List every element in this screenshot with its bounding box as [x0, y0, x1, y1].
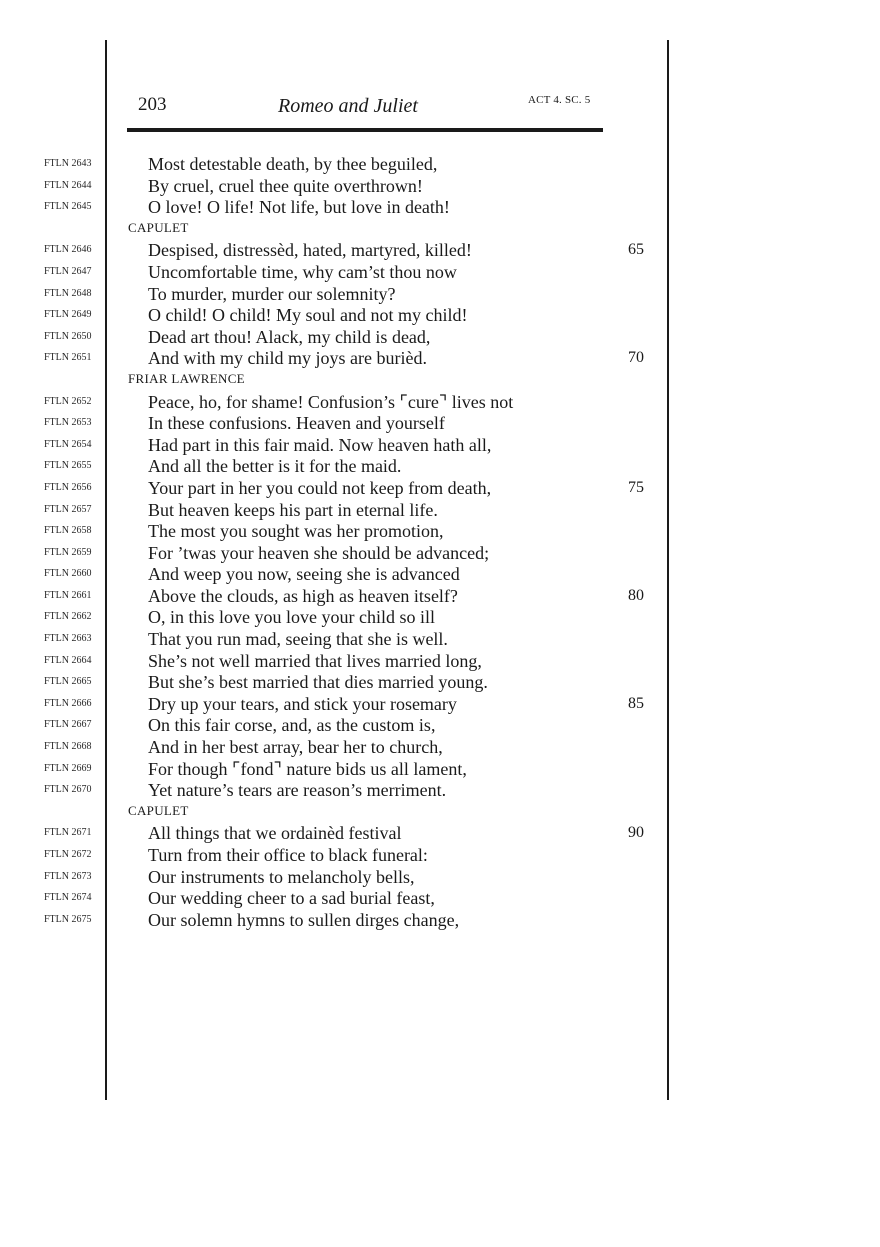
ftln-number: FTLN 2659: [44, 546, 92, 558]
verse-line: [0, 909, 880, 931]
ftln-number: FTLN 2647: [44, 265, 92, 277]
verse-text: Dead art thou! Alack, my child is dead,: [148, 326, 431, 347]
verse-line: [0, 520, 880, 542]
verse-line: [0, 239, 880, 261]
ftln-number: FTLN 2671: [44, 827, 92, 839]
ftln-number: FTLN 2643: [44, 158, 92, 169]
verse-text: Uncomfortable time, why cam’st thou now: [148, 261, 457, 282]
ftln-number: FTLN 2644: [44, 179, 92, 191]
verse-line: [0, 693, 880, 715]
verse-text: O, in this love you love your child so ill: [148, 607, 435, 628]
verse-text: That you run mad, seeing that she is well.: [148, 629, 448, 650]
verse-text: Peace, ho, for shame! Confusion’s ⌜cure⌝ lives not: [148, 391, 514, 412]
ftln-number: FTLN 2664: [44, 654, 92, 666]
line-number: 80: [628, 586, 644, 604]
verse-line: [0, 779, 880, 801]
verse-text: O love! O life! Not life, but love in death!: [148, 197, 450, 218]
verse-text: The most you sought was her promotion,: [148, 521, 444, 542]
verse-text: In these confusions. Heaven and yourself: [148, 413, 445, 434]
ftln-number: FTLN 2673: [44, 870, 92, 882]
line-number: 90: [628, 824, 644, 842]
verse-text: On this fair corse, and, as the custom is,: [148, 715, 436, 736]
ftln-number: FTLN 2667: [44, 719, 92, 731]
verse-line: [0, 758, 880, 780]
verse-line: [0, 542, 880, 564]
verse-line: [0, 434, 880, 456]
page-number: 203: [138, 94, 167, 115]
ftln-number: FTLN 2656: [44, 481, 92, 493]
verse-text: Turn from their office to black funeral:: [148, 845, 428, 865]
ftln-number: FTLN 2649: [44, 309, 92, 321]
verse-text: Dry up your tears, and stick your rosemary: [148, 693, 457, 714]
verse-line: [0, 304, 880, 326]
verse-text: But heaven keeps his part in eternal life.: [148, 499, 438, 520]
ftln-number: FTLN 2669: [44, 762, 92, 774]
verse-line: [0, 887, 880, 909]
ftln-number: FTLN 2660: [44, 568, 92, 580]
verse-line: [0, 585, 880, 607]
ftln-number: FTLN 2668: [44, 741, 92, 753]
verse-line: [0, 628, 880, 650]
ftln-number: FTLN 2658: [44, 525, 92, 537]
ftln-number: FTLN 2670: [44, 784, 92, 796]
verse-text: For though ⌜fond⌝ nature bids us all lament,: [148, 758, 467, 779]
ftln-number: FTLN 2651: [44, 352, 92, 364]
verse-text: Above the clouds, as high as heaven itself?: [148, 585, 458, 606]
verse-line: [0, 412, 880, 434]
verse-line: [0, 175, 880, 197]
verse-text: Our solemn hymns to sullen dirges change,: [148, 909, 460, 930]
header-rule: [127, 128, 603, 132]
verse-text: Yet nature’s tears are reason’s merriment.: [148, 780, 447, 801]
ftln-number: FTLN 2653: [44, 417, 92, 429]
ftln-number: FTLN 2672: [44, 849, 92, 860]
verse-line: [0, 261, 880, 283]
verse-text: And with my child my joys are burièd.: [148, 348, 427, 369]
speaker-row: [0, 218, 880, 240]
ftln-number: FTLN 2650: [44, 330, 92, 342]
speaker-name: FRIAR LAWRENCE: [128, 370, 245, 386]
verse-text: Despised, distressèd, hated, martyred, killed!: [148, 240, 472, 261]
ftln-number: FTLN 2666: [44, 697, 92, 709]
ftln-number: FTLN 2675: [44, 913, 92, 925]
verse-line: [0, 326, 880, 348]
verse-text: Most detestable death, by thee beguiled,: [148, 154, 438, 174]
verse-line: [0, 606, 880, 628]
line-number: 70: [628, 349, 644, 367]
verse-line: [0, 844, 880, 866]
verse-text: She’s not well married that lives married long,: [148, 650, 482, 671]
verse-text: To murder, murder our solemnity?: [148, 283, 396, 304]
ftln-number: FTLN 2645: [44, 201, 92, 213]
ftln-number: FTLN 2655: [44, 460, 92, 472]
ftln-number: FTLN 2657: [44, 503, 92, 515]
speaker-name: CAPULET: [128, 802, 189, 818]
ftln-number: FTLN 2663: [44, 633, 92, 645]
verse-text: Your part in her you could not keep from death,: [148, 477, 492, 498]
verse-line: [0, 283, 880, 305]
verse-line: [0, 736, 880, 758]
verse-line: [0, 477, 880, 499]
speaker-name: CAPULET: [128, 219, 189, 235]
play-text: [0, 153, 880, 930]
line-number: 85: [628, 694, 644, 712]
verse-line: [0, 714, 880, 736]
ftln-number: FTLN 2665: [44, 676, 92, 688]
speaker-row: [0, 369, 880, 391]
verse-text: And weep you now, seeing she is advanced: [148, 564, 460, 585]
ftln-number: FTLN 2652: [44, 395, 92, 407]
verse-line: [0, 347, 880, 369]
verse-text: And in her best array, bear her to church,: [148, 737, 443, 758]
act-scene-label: ACT 4. SC. 5: [528, 94, 591, 106]
ftln-number: FTLN 2648: [44, 287, 92, 299]
verse-text: All things that we ordainèd festival: [148, 823, 402, 844]
verse-line: [0, 671, 880, 693]
page-title: Romeo and Juliet: [278, 95, 418, 117]
verse-text: For ’twas your heaven she should be advanced;: [148, 542, 490, 563]
verse-line: [0, 499, 880, 521]
ftln-number: FTLN 2654: [44, 438, 92, 450]
ftln-number: FTLN 2674: [44, 892, 92, 904]
verse-line: [0, 153, 880, 175]
verse-text: But she’s best married that dies married young.: [148, 672, 488, 693]
ftln-number: FTLN 2661: [44, 589, 92, 601]
line-number: 75: [628, 478, 644, 496]
line-number: 65: [628, 241, 644, 259]
verse-line: [0, 650, 880, 672]
verse-line: [0, 866, 880, 888]
verse-line: [0, 455, 880, 477]
verse-line: [0, 391, 880, 413]
verse-line: [0, 563, 880, 585]
ftln-number: FTLN 2646: [44, 244, 92, 256]
verse-text: O child! O child! My soul and not my child!: [148, 305, 468, 326]
verse-line: [0, 196, 880, 218]
verse-line: [0, 822, 880, 844]
verse-text: By cruel, cruel thee quite overthrown!: [148, 175, 423, 196]
verse-text: And all the better is it for the maid.: [148, 456, 402, 477]
ftln-number: FTLN 2662: [44, 611, 92, 623]
verse-text: Had part in this fair maid. Now heaven hath all,: [148, 434, 492, 455]
verse-text: Our instruments to melancholy bells,: [148, 866, 415, 887]
verse-text: Our wedding cheer to a sad burial feast,: [148, 888, 435, 909]
speaker-row: [0, 801, 880, 823]
